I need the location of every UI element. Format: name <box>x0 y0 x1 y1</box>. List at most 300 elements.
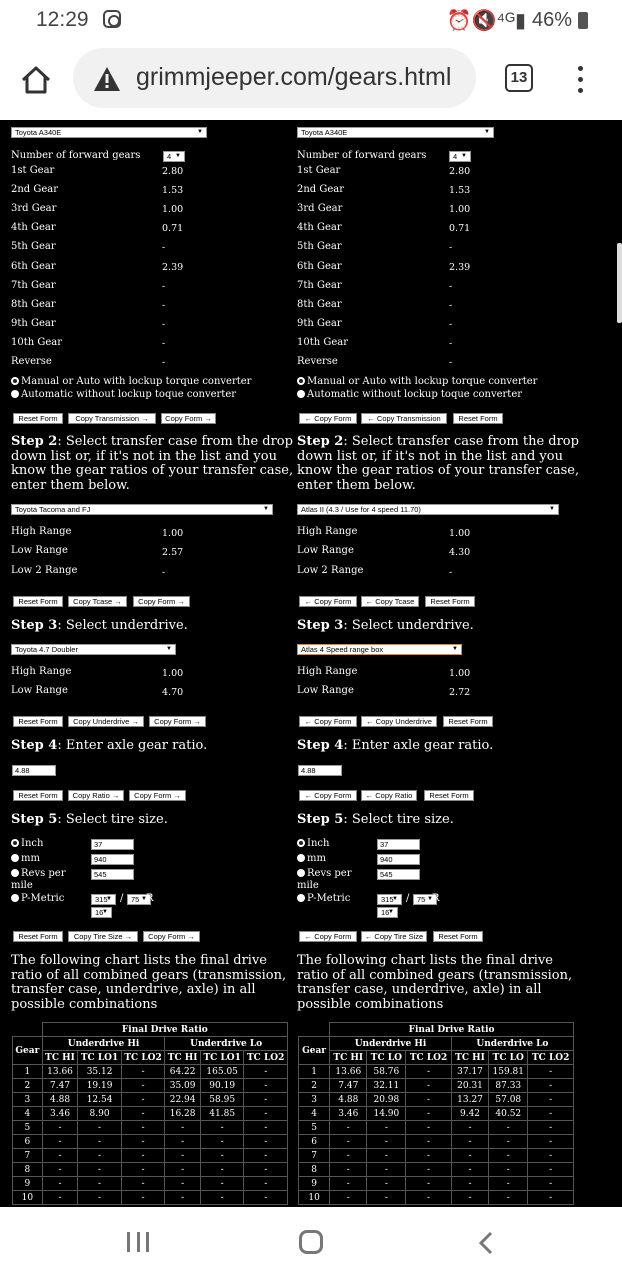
radio-no-lockup[interactable] <box>297 389 522 400</box>
ratio-cell: - <box>451 1163 488 1177</box>
ratio-cell: - <box>165 1163 201 1177</box>
browser-toolbar <box>0 40 622 120</box>
table-row <box>13 1121 288 1135</box>
ratio-cell: 16.28 <box>165 1107 201 1121</box>
pmetric-aspect-select-value: 75 <box>417 895 426 904</box>
table-row <box>13 1079 288 1093</box>
ratio-cell: - <box>367 1191 406 1205</box>
ud-high-range-label: High Range <box>11 666 72 677</box>
ratio-cell: 87.33 <box>489 1079 528 1093</box>
copy-form-left-button[interactable]: ← Copy Form <box>299 596 357 607</box>
radio-lockup[interactable] <box>297 376 537 387</box>
tcase-low-value: 2.57 <box>162 547 184 558</box>
gear-number-cell: 10 <box>299 1191 330 1205</box>
ratio-cell: 41.85 <box>200 1107 244 1121</box>
ratio-cell: - <box>330 1177 367 1191</box>
android-nav-bar <box>0 1207 622 1279</box>
step2-number: Step 2 <box>11 434 58 449</box>
ratio-cell: - <box>200 1135 244 1149</box>
radio-lockup-label: Manual or Auto with lockup torque converter <box>21 376 252 387</box>
ratio-cell: - <box>121 1191 165 1205</box>
reset-form-button[interactable]: Reset Form <box>424 790 474 801</box>
pmetric-rim-select[interactable] <box>377 907 398 918</box>
ratio-cell: - <box>489 1177 528 1191</box>
radio-pmetric-label: P-Metric <box>21 893 65 904</box>
copy-form-left-button[interactable]: ← Copy Form <box>299 790 357 801</box>
ratio-cell: - <box>406 1177 452 1191</box>
axle-ratio-input[interactable]: 4.88 <box>298 765 342 776</box>
ratio-cell: 14.90 <box>367 1107 406 1121</box>
tire-inch-input[interactable]: 37 <box>91 839 134 850</box>
reset-form-button[interactable]: Reset Form <box>425 596 475 607</box>
ratio-cell: 58.95 <box>200 1093 244 1107</box>
ratio-cell: - <box>489 1191 528 1205</box>
radio-dot[interactable] <box>297 869 305 877</box>
ratio-cell: - <box>244 1149 288 1163</box>
chevron-down-icon: ▼ <box>175 153 181 159</box>
scrollbar[interactable] <box>617 243 622 323</box>
ratio-cell: - <box>121 1093 165 1107</box>
reset-form-button[interactable]: Reset Form <box>13 931 63 942</box>
ratio-cell: - <box>244 1065 288 1079</box>
reset-form-button[interactable]: Reset Form <box>433 931 483 942</box>
ratio-cell: - <box>42 1177 78 1191</box>
transmission-select[interactable] <box>11 127 207 138</box>
chevron-down-icon: ▼ <box>427 896 433 902</box>
step3-text: : Select underdrive. <box>343 618 474 633</box>
gear-ratio-value: - <box>449 242 453 253</box>
gear-number-cell: 8 <box>13 1163 43 1177</box>
chevron-down-icon: ▼ <box>263 506 269 512</box>
radio-dot[interactable] <box>297 390 305 398</box>
pmetric-slash: / <box>120 893 124 904</box>
tire-revs-input[interactable]: 545 <box>91 869 134 880</box>
ratio-cell: - <box>406 1065 452 1079</box>
ratio-cell: 32.11 <box>367 1079 406 1093</box>
pmetric-width-select-value: 315 <box>381 895 394 904</box>
gear-label: 7th Gear <box>11 280 56 291</box>
radio-dot[interactable] <box>297 854 305 862</box>
gear-number-cell: 3 <box>13 1093 43 1107</box>
blank-cell <box>13 1023 43 1037</box>
radio-dot-selected[interactable] <box>297 377 305 385</box>
chevron-down-icon: ▼ <box>141 896 147 902</box>
gear-ratio-value: 1.53 <box>162 185 184 196</box>
ratio-cell: - <box>367 1149 406 1163</box>
radio-dot[interactable] <box>297 894 305 902</box>
column-header: TC LO <box>489 1051 528 1065</box>
ratio-cell: - <box>406 1149 452 1163</box>
step3-text: : Select underdrive. <box>57 618 188 633</box>
low-range-label: Low Range <box>297 545 354 556</box>
pmetric-width-select[interactable] <box>91 894 116 905</box>
table-row <box>13 1093 288 1107</box>
radio-inch[interactable] <box>11 838 43 849</box>
url-text[interactable]: grimmjeeper.com/gears.html <box>136 63 452 91</box>
ratio-cell: - <box>451 1177 488 1191</box>
table-row <box>299 1107 574 1121</box>
copy-form-button[interactable]: Copy Form → <box>161 413 216 424</box>
radio-revs[interactable] <box>11 868 66 879</box>
transmission-select-value: Toyota A340E <box>301 128 348 137</box>
ratio-cell: - <box>528 1093 574 1107</box>
ud-low-range-label: Low Range <box>11 685 68 696</box>
tire-mm-input[interactable]: 940 <box>377 854 420 865</box>
copy-form-left-button[interactable]: ← Copy Form <box>299 413 357 424</box>
tcase-high-value: 1.00 <box>449 528 471 539</box>
ratio-cell: - <box>406 1191 452 1205</box>
table-row <box>13 1191 288 1205</box>
gear-header: Gear <box>13 1037 43 1065</box>
transfer-case-select-value: Atlas II (4.3 / Use for 4 speed 11.70) <box>301 505 421 514</box>
radio-mm[interactable] <box>11 853 40 864</box>
ratio-cell: 13.66 <box>330 1065 367 1079</box>
chevron-down-icon: ▼ <box>166 646 172 652</box>
ratio-cell: - <box>528 1107 574 1121</box>
radio-pmetric[interactable] <box>297 893 350 904</box>
ratio-cell: - <box>42 1163 78 1177</box>
radio-revs[interactable] <box>297 868 352 879</box>
copy-tcase-button[interactable]: Copy Tcase → <box>68 596 127 607</box>
ratio-cell: - <box>451 1191 488 1205</box>
final-drive-ratio-header: Final Drive Ratio <box>42 1023 287 1037</box>
ratio-cell: - <box>200 1163 244 1177</box>
ud-high-range-label: High Range <box>297 666 358 677</box>
final-drive-table <box>298 1022 574 1205</box>
radio-pmetric[interactable] <box>11 893 64 904</box>
ratio-cell: - <box>165 1121 201 1135</box>
step4-text: : Enter axle gear ratio. <box>343 738 494 753</box>
copy-form-left-button[interactable]: ← Copy Form <box>299 931 357 942</box>
radio-no-lockup-label: Automatic without lockup toque converter <box>307 389 523 400</box>
gear-label: 3rd Gear <box>297 203 343 214</box>
gear-number-cell: 2 <box>299 1079 330 1093</box>
tcase-low2-value: - <box>162 567 166 578</box>
table-row <box>13 1149 288 1163</box>
ratio-cell: - <box>165 1177 201 1191</box>
gear-ratio-value: 1.53 <box>449 185 471 196</box>
reset-form-button[interactable]: Reset Form <box>453 413 503 424</box>
ratio-cell: 90.19 <box>200 1079 244 1093</box>
underdrive-select[interactable] <box>297 644 462 655</box>
radio-inch[interactable] <box>297 838 329 849</box>
underdrive-select[interactable] <box>11 644 176 655</box>
recent-apps-button[interactable] <box>127 1232 149 1252</box>
copy-tcase-left-button[interactable]: ← Copy Tcase <box>361 596 419 607</box>
ratio-cell: - <box>42 1135 78 1149</box>
copy-tire-size-button[interactable]: Copy Tire Size → <box>68 931 138 942</box>
ratio-cell: - <box>406 1121 452 1135</box>
transfer-case-select[interactable] <box>11 504 273 515</box>
table-header-row <box>299 1051 574 1065</box>
axle-ratio-input[interactable]: 4.88 <box>12 765 56 776</box>
gear-label: 7th Gear <box>297 280 342 291</box>
chevron-down-icon: ▼ <box>549 506 555 512</box>
underdrive-select-value: Atlas 4 Speed range box <box>301 645 384 654</box>
gear-ratio-value: 2.80 <box>449 166 471 177</box>
ratio-cell: - <box>451 1149 488 1163</box>
ratio-cell: - <box>367 1135 406 1149</box>
ratio-cell: - <box>78 1191 122 1205</box>
gear-number-cell: 6 <box>13 1135 43 1149</box>
blank-cell <box>299 1023 330 1037</box>
gear-header: Gear <box>299 1037 330 1065</box>
gear-number-cell: 9 <box>299 1177 330 1191</box>
gear-number-cell: 3 <box>299 1093 330 1107</box>
forward-gears-select[interactable] <box>449 151 471 162</box>
column-header: TC LO2 <box>121 1051 165 1065</box>
ratio-cell: 57.08 <box>489 1093 528 1107</box>
forward-gears-select-value: 4 <box>167 152 172 161</box>
gear-ratio-value: - <box>162 281 166 292</box>
warning-icon[interactable] <box>93 66 121 92</box>
pmetric-aspect-select-value: 75 <box>131 895 140 904</box>
gear-ratio-value: 2.39 <box>162 262 184 273</box>
gear-ratio-value: - <box>162 319 166 330</box>
column-header: TC LO1 <box>78 1051 122 1065</box>
reset-form-button[interactable]: Reset Form <box>13 716 63 727</box>
copy-tire-size-left-button[interactable]: ← Copy Tire Size <box>361 931 427 942</box>
ratio-cell: 7.47 <box>42 1079 78 1093</box>
gear-number-cell: 5 <box>299 1121 330 1135</box>
home-button[interactable] <box>299 1230 323 1254</box>
pmetric-rim-select[interactable] <box>91 907 112 918</box>
pmetric-width-select[interactable] <box>377 894 402 905</box>
ratio-cell: - <box>200 1121 244 1135</box>
copy-form-button[interactable]: Copy Form → <box>143 931 200 942</box>
radio-dot[interactable] <box>11 869 19 877</box>
ratio-cell: - <box>200 1177 244 1191</box>
ratio-cell: 20.98 <box>367 1093 406 1107</box>
ratio-cell: 37.17 <box>451 1065 488 1079</box>
step3-number: Step 3 <box>11 618 58 633</box>
radio-no-lockup[interactable] <box>11 389 236 400</box>
tcase-high-value: 1.00 <box>162 528 184 539</box>
table-row <box>299 1149 574 1163</box>
radio-dot[interactable] <box>11 894 19 902</box>
gear-number-cell: 7 <box>13 1149 43 1163</box>
step4-number: Step 4 <box>11 738 58 753</box>
ud-low-value: 2.72 <box>449 687 471 698</box>
copy-form-button[interactable]: Copy Form → <box>129 790 186 801</box>
step2-heading <box>11 435 296 493</box>
step5-heading <box>297 813 582 828</box>
ratio-cell: - <box>406 1135 452 1149</box>
ratio-cell: - <box>528 1079 574 1093</box>
ratio-cell: - <box>244 1135 288 1149</box>
chevron-down-icon: ▼ <box>461 153 467 159</box>
ud-high-value: 1.00 <box>162 668 184 679</box>
more-menu-icon[interactable] <box>570 64 590 96</box>
table-row <box>13 1163 288 1177</box>
column-header: TC LO <box>367 1051 406 1065</box>
gear-label: 10th Gear <box>11 337 63 348</box>
gear-ratio-value: - <box>449 319 453 330</box>
step5-number: Step 5 <box>297 812 344 827</box>
step3-heading <box>11 619 296 634</box>
ratio-cell: - <box>244 1121 288 1135</box>
ratio-cell: - <box>367 1177 406 1191</box>
gear-ratio-value: - <box>162 242 166 253</box>
transmission-select[interactable] <box>297 127 494 138</box>
ud-high-value: 1.00 <box>449 668 471 679</box>
ratio-cell: 19.19 <box>78 1079 122 1093</box>
copy-ratio-button[interactable]: Copy Ratio → <box>68 790 124 801</box>
ratio-cell: - <box>244 1191 288 1205</box>
underdrive-lo-header: Underdrive Lo <box>451 1037 573 1051</box>
copy-form-left-button[interactable]: ← Copy Form <box>299 716 357 727</box>
ratio-cell: - <box>244 1079 288 1093</box>
gear-label: 2nd Gear <box>297 184 345 195</box>
gear-label: 6th Gear <box>297 261 342 272</box>
ratio-cell: - <box>78 1163 122 1177</box>
ratio-cell: - <box>528 1149 574 1163</box>
ratio-cell: - <box>367 1163 406 1177</box>
radio-dot-selected[interactable] <box>11 377 19 385</box>
ratio-cell: 13.27 <box>451 1093 488 1107</box>
gear-ratio-value: - <box>162 338 166 349</box>
transfer-case-select-value: Toyota Tacoma and FJ <box>15 505 91 514</box>
ratio-cell: - <box>330 1135 367 1149</box>
reset-form-button[interactable]: Reset Form <box>13 790 63 801</box>
gear-ratio-value: - <box>449 300 453 311</box>
pmetric-rim-select-value: 16 <box>381 908 390 917</box>
gear-number-cell: 4 <box>299 1107 330 1121</box>
step4-heading <box>11 739 296 754</box>
status-bar <box>0 0 622 40</box>
chart-description: The following chart lists the final drive ratio of all combined gears (transmission, transfer case, underdrive, axle) in all possible combinations <box>297 953 573 1012</box>
reset-form-button[interactable]: Reset Form <box>13 413 63 424</box>
underdrive-lo-header: Underdrive Lo <box>165 1037 288 1051</box>
radio-dot[interactable] <box>11 854 19 862</box>
gear-label: 1st Gear <box>11 165 55 176</box>
forward-gears-label: Number of forward gears <box>11 150 141 161</box>
table-row <box>13 1065 288 1079</box>
table-row <box>299 1163 574 1177</box>
gear-label: 1st Gear <box>297 165 341 176</box>
ratio-cell: 4.88 <box>330 1093 367 1107</box>
ratio-cell: - <box>42 1191 78 1205</box>
pmetric-rim-select-value: 16 <box>95 908 104 917</box>
copy-form-button[interactable]: Copy Form → <box>133 596 190 607</box>
ratio-cell: - <box>165 1149 201 1163</box>
table-row <box>299 1135 574 1149</box>
gear-ratio-value: 1.00 <box>449 204 471 215</box>
table-row <box>299 1093 574 1107</box>
gear-label: 10th Gear <box>297 337 349 348</box>
radio-dot-selected[interactable] <box>11 839 19 847</box>
revs-mile-label: mile <box>11 880 33 891</box>
transfer-case-select[interactable] <box>297 504 559 515</box>
table-row <box>13 1177 288 1191</box>
ratio-cell: 9.42 <box>451 1107 488 1121</box>
gear-number-cell: 8 <box>299 1163 330 1177</box>
column-header: TC LO2 <box>406 1051 452 1065</box>
tire-mm-input[interactable]: 940 <box>91 854 134 865</box>
tire-revs-input[interactable]: 545 <box>377 869 420 880</box>
ratio-cell: - <box>121 1177 165 1191</box>
gear-label: Reverse <box>297 356 338 367</box>
address-bar[interactable] <box>73 48 476 108</box>
copy-underdrive-left-button[interactable]: ← Copy Underdrive <box>361 716 437 727</box>
copy-transmission-left-button[interactable]: ← Copy Transmission <box>361 413 447 424</box>
step5-number: Step 5 <box>11 812 58 827</box>
radio-lockup-label: Manual or Auto with lockup torque converter <box>307 376 538 387</box>
gear-number-cell: 4 <box>13 1107 43 1121</box>
forward-gears-select[interactable] <box>163 151 185 162</box>
ratio-cell: - <box>528 1135 574 1149</box>
ratio-cell: - <box>406 1093 452 1107</box>
ratio-cell: - <box>489 1149 528 1163</box>
ratio-cell: - <box>406 1079 452 1093</box>
chevron-down-icon: ▼ <box>452 646 458 652</box>
final-drive-ratio-header: Final Drive Ratio <box>330 1023 574 1037</box>
copy-ratio-left-button[interactable]: ← Copy Ratio <box>361 790 417 801</box>
ratio-cell: - <box>244 1107 288 1121</box>
ratio-cell: 4.88 <box>42 1093 78 1107</box>
tire-inch-input[interactable]: 37 <box>377 839 420 850</box>
radio-inch-label: Inch <box>21 838 44 849</box>
back-button[interactable] <box>477 1231 497 1255</box>
step5-text: : Select tire size. <box>343 812 454 827</box>
gear-ratio-value: 2.80 <box>162 166 184 177</box>
radio-dot[interactable] <box>11 390 19 398</box>
home-icon[interactable] <box>20 64 52 96</box>
reset-form-button[interactable]: Reset Form <box>443 716 493 727</box>
ratio-cell: - <box>42 1149 78 1163</box>
radio-mm[interactable] <box>297 853 326 864</box>
low2-range-label: Low 2 Range <box>11 565 78 576</box>
copy-form-button[interactable]: Copy Form → <box>149 716 206 727</box>
ratio-cell: - <box>367 1121 406 1135</box>
ratio-cell: - <box>200 1191 244 1205</box>
battery-icon <box>578 12 588 29</box>
forward-gears-label: Number of forward gears <box>297 150 427 161</box>
copy-underdrive-button[interactable]: Copy Underdrive → <box>68 716 144 727</box>
ratio-cell: - <box>528 1177 574 1191</box>
ratio-cell: 3.46 <box>42 1107 78 1121</box>
gear-number-cell: 2 <box>13 1079 43 1093</box>
gear-ratio-value: - <box>162 357 166 368</box>
gear-label: 5th Gear <box>297 241 342 252</box>
ratio-cell: - <box>451 1135 488 1149</box>
step5-text: : Select tire size. <box>57 812 168 827</box>
table-group-row <box>13 1037 288 1051</box>
ratio-cell: - <box>121 1163 165 1177</box>
reset-form-button[interactable]: Reset Form <box>13 596 63 607</box>
radio-lockup[interactable] <box>11 376 251 387</box>
underdrive-hi-header: Underdrive Hi <box>42 1037 165 1051</box>
ratio-cell: - <box>121 1107 165 1121</box>
column-header: TC HI <box>165 1051 201 1065</box>
ratio-cell: - <box>121 1149 165 1163</box>
ratio-cell: - <box>244 1093 288 1107</box>
table-row <box>299 1191 574 1205</box>
ratio-cell: - <box>121 1065 165 1079</box>
tab-switcher-button[interactable]: 13 <box>505 64 533 92</box>
ud-low-range-label: Low Range <box>297 685 354 696</box>
radio-dot-selected[interactable] <box>297 839 305 847</box>
copy-transmission-button[interactable]: Copy Transmission → <box>68 413 156 424</box>
ratio-cell: - <box>451 1121 488 1135</box>
ud-low-value: 4.70 <box>162 687 184 698</box>
low-range-label: Low Range <box>11 545 68 556</box>
gear-number-cell: 1 <box>299 1065 330 1079</box>
ratio-cell: - <box>244 1163 288 1177</box>
ratio-cell: - <box>78 1149 122 1163</box>
ratio-cell: - <box>121 1121 165 1135</box>
status-time: 12:29 <box>36 8 89 31</box>
